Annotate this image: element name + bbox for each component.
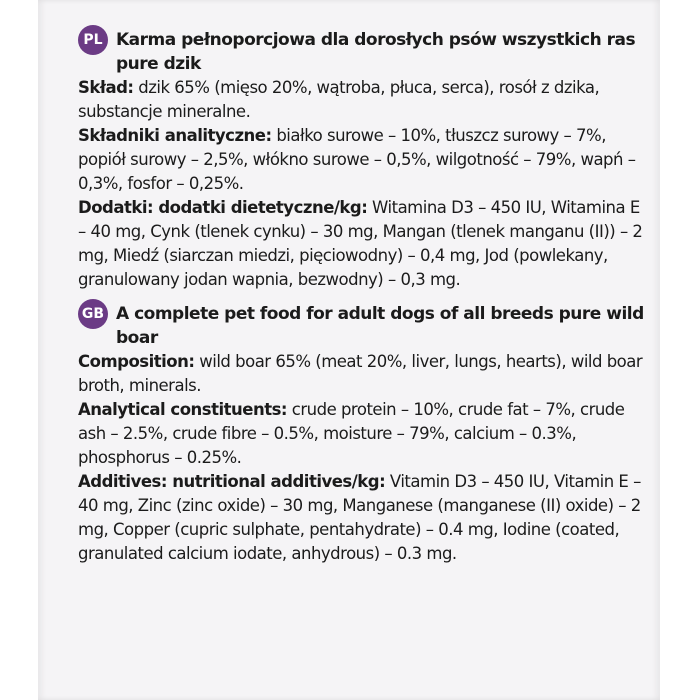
gb-composition-text: wild boar 65% (meat 20%, liver, lungs, hearts), wild boar broth, minerals. [78, 352, 643, 395]
pl-additives-text: Witamina D3 – 450 IU, Witamina E – 40 mg, Cynk (tlenek cynku) – 30 mg, Mangan (tlenek manganu (II)) – 2 mg, Miedź (siarczan miedzi, pięciowodny) – 0,4 mg, Jod (powlekany, granulowany jodan wapnia, bezwodny) – 0,3 mg. [78, 198, 643, 289]
pl-composition-label: Skład: [78, 78, 134, 97]
gb-analytical-text: crude protein – 10%, crude fat – 7%, crude ash – 2.5%, crude fibre – 0.5%, moisture – 79%, calcium – 0.3%, phosphorus – 0.25%. [78, 400, 625, 467]
pl-composition-text: dzik 65% (mięso 20%, wątroba, płuca, serca), rosół z dzika, substancje mineralne. [78, 78, 600, 121]
section-gb [78, 302, 650, 566]
section-pl-heading [78, 28, 650, 76]
gb-analytical [78, 398, 650, 470]
ingredients-label [78, 28, 650, 576]
gb-composition-label: Composition: [78, 352, 195, 371]
gb-additives-text: Vitamin D3 – 450 IU, Vitamin E – 40 mg, Zinc (zinc oxide) – 30 mg, Manganese (manganese (II) oxide) – 2 mg, Copper (cupric sulphate, pentahydrate) – 0.4 mg, Iodine (coated, granulated calcium iodate, anhydrous) – 0.3 mg. [78, 472, 641, 563]
language-badge-gb: GB [78, 299, 108, 329]
section-gb-title: A complete pet food for adult dogs of all breeds pure wild boar [116, 304, 644, 348]
language-badge-pl: PL [78, 25, 108, 55]
section-pl [78, 28, 650, 292]
pl-analytical-text: białko surowe – 10%, tłuszcz surowy – 7%, popiół surowy – 2,5%, włókno surowe – 0,5%, wilgotność – 79%, wapń – 0,3%, fosfor – 0,25%. [78, 126, 636, 193]
pl-analytical-label: Składniki analityczne: [78, 126, 272, 145]
pl-composition [78, 76, 650, 124]
gb-composition [78, 350, 650, 398]
pl-additives-label: Dodatki: dodatki dietetyczne/kg: [78, 198, 368, 217]
pl-additives [78, 196, 650, 292]
section-pl-title: Karma pełnoporcjowa dla dorosłych psów wszystkich ras pure dzik [116, 30, 636, 74]
section-gb-heading [78, 302, 650, 350]
gb-additives [78, 470, 650, 566]
gb-analytical-label: Analytical constituents: [78, 400, 288, 419]
gb-additives-label: Additives: nutritional additives/kg: [78, 472, 386, 491]
pl-analytical [78, 124, 650, 196]
